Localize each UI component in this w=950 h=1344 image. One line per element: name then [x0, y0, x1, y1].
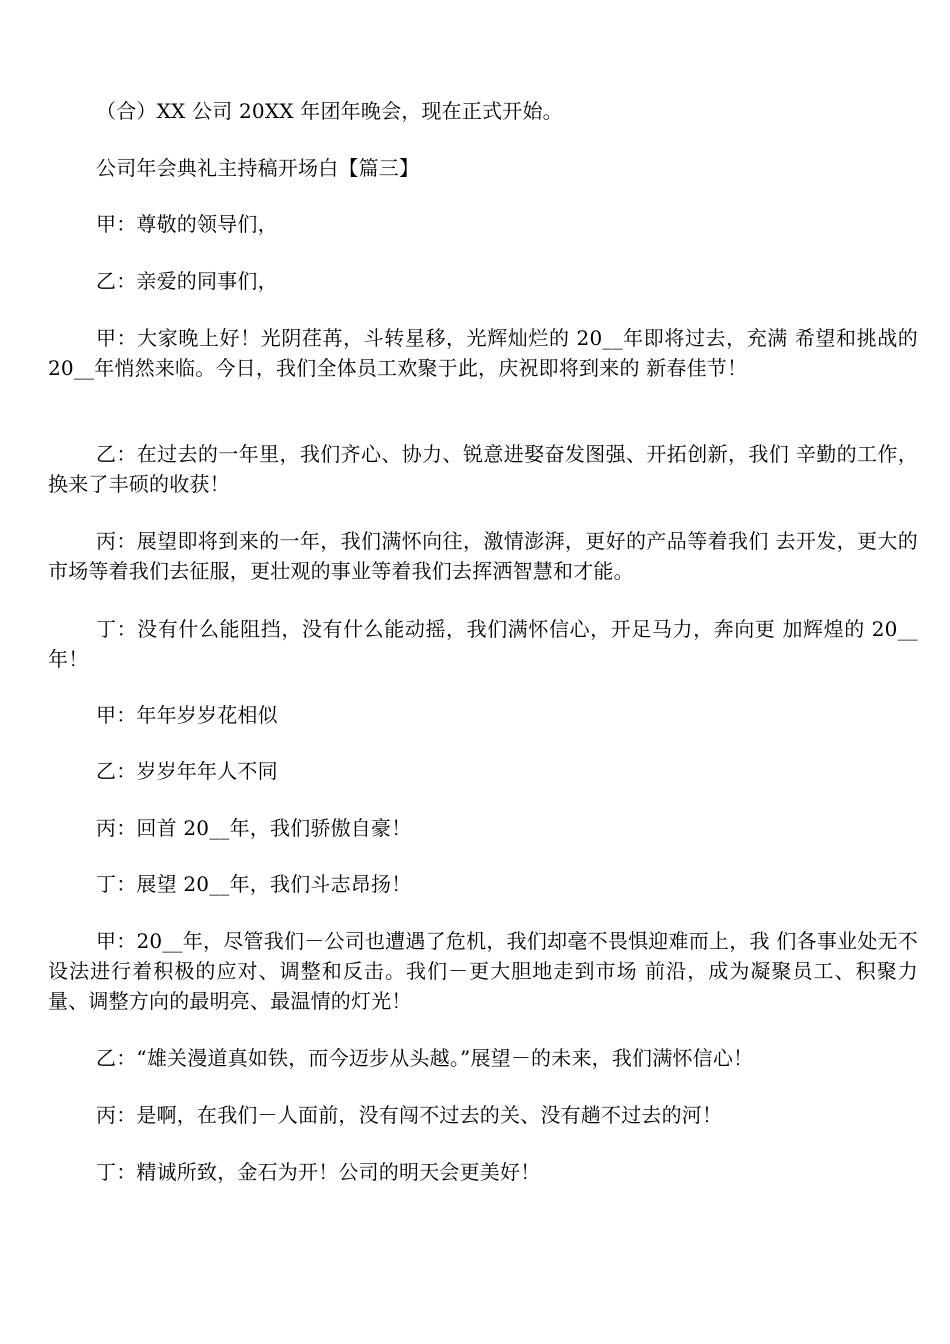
paragraph-bing-look-back: 丙：回首 20__年，我们骄傲自豪！: [96, 816, 412, 840]
paragraph-ding-closing: 丁：精诚所致，金石为开！公司的明天会更美好！: [96, 1160, 541, 1184]
paragraph-ding-confidence: 丁：没有什么能阻挡，没有什么能动摇，我们满怀信心，开足马力，奔向更 加辉煌的 20__年！: [48, 617, 918, 671]
paragraph-jia-evening-greeting: 甲：大家晚上好！光阴荏苒，斗转星移，光辉灿烂的 20__年即将过去，充满 希望和挑战的 20__年悄然来临。今日，我们全体员工欢聚于此，庆祝即将到来的 新春佳节！: [48, 326, 918, 380]
paragraph-jia-greeting-leaders: 甲：尊敬的领导们，: [96, 212, 278, 236]
paragraph-yi-past-year: 乙：在过去的一年里，我们齐心、协力、锐意进娶奋发图强、开拓创新，我们 辛勤的工作，换来了丰硕的收获！: [48, 442, 918, 496]
paragraph-yi-poem: 乙：“雄关漫道真如铁，而今迈步从头越。”展望－的未来，我们满怀信心！: [96, 1046, 754, 1070]
paragraph-ding-look-forward: 丁：展望 20__年，我们斗志昂扬！: [96, 872, 412, 896]
paragraph-jia-crisis: 甲：20__年，尽管我们－公司也遭遇了危机，我们却毫不畏惧迎难而上，我 们各事业处无不设法进行着积极的应对、调整和反击。我们－更大胆地走到市场 前沿，成为凝聚员工、积聚力量、调整方向的最明亮、最温情的灯光！: [48, 929, 918, 1013]
paragraph-section-title: 公司年会典礼主持稿开场白【篇三】: [96, 156, 420, 180]
paragraph-yi-people: 乙：岁岁年年人不同: [96, 759, 278, 783]
paragraph-opening-announcement: （合）XX 公司 20XX 年团年晚会，现在正式开始。: [96, 99, 563, 123]
paragraph-yi-greeting-colleagues: 乙：亲爱的同事们，: [96, 269, 278, 293]
paragraph-bing-outlook: 丙：展望即将到来的一年，我们满怀向往，激情澎湃，更好的产品等着我们 去开发，更大的市场等着我们去征服，更壮观的事业等着我们去挥洒智慧和才能。: [48, 529, 918, 583]
paragraph-jia-flowers: 甲：年年岁岁花相似: [96, 703, 278, 727]
paragraph-bing-no-obstacle: 丙：是啊，在我们－人面前，没有闯不过去的关、没有趟不过去的河！: [96, 1103, 723, 1127]
